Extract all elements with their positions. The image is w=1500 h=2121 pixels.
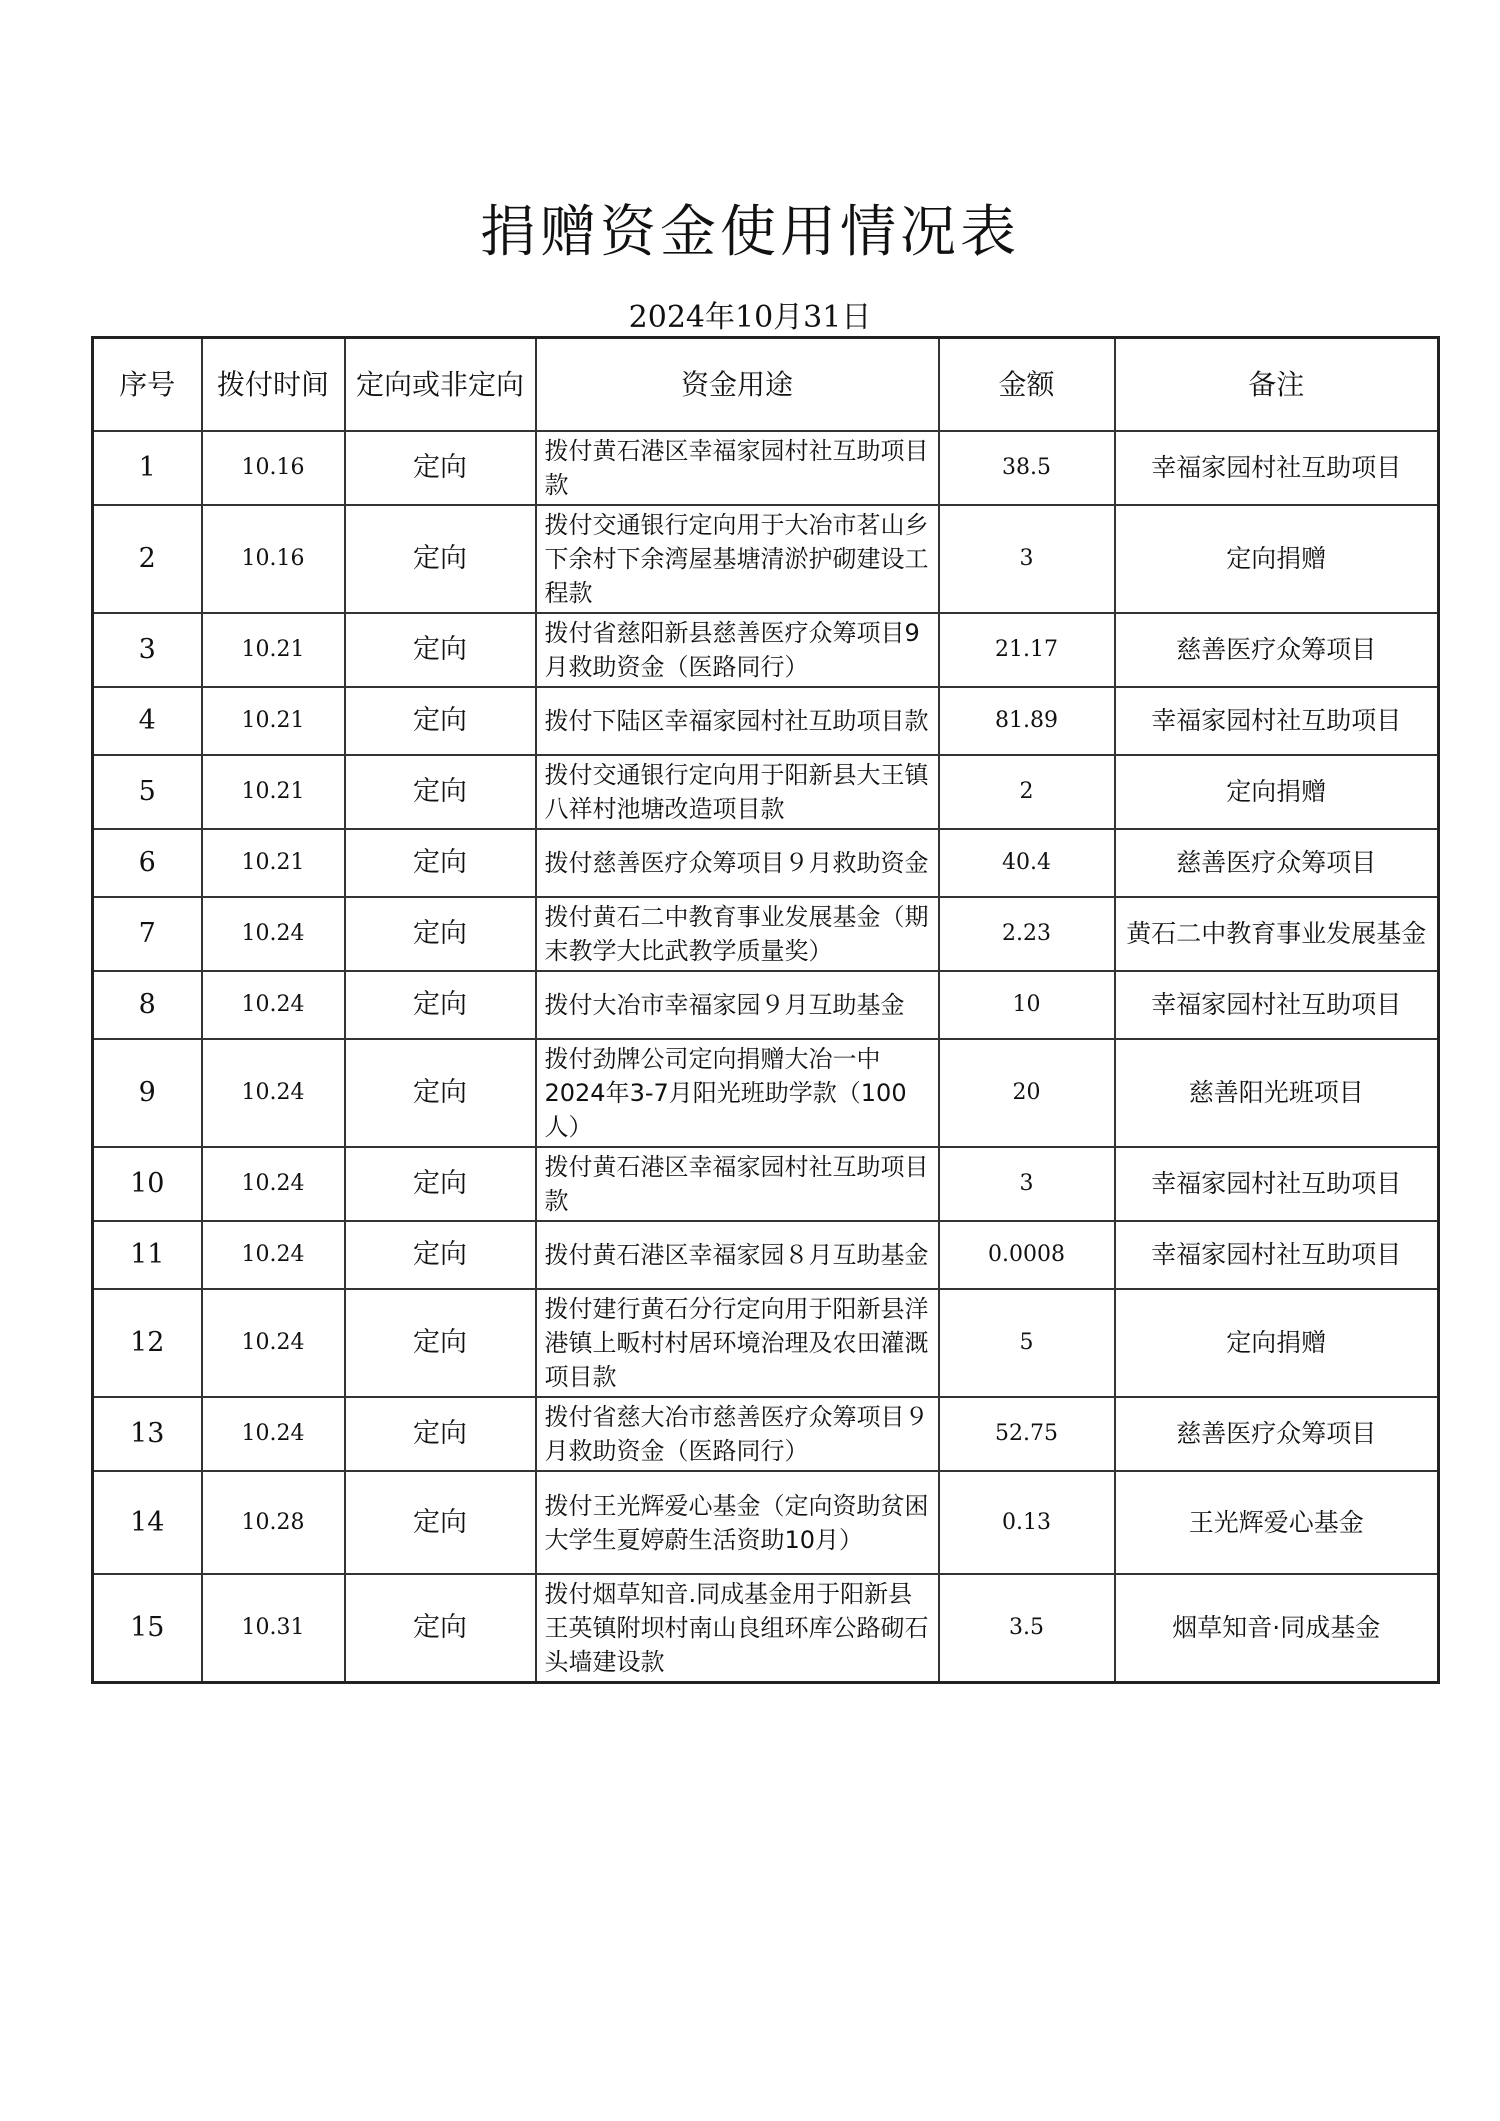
cell-note: 幸福家园村社互助项目 xyxy=(1115,1221,1439,1289)
cell-direction: 定向 xyxy=(345,1147,536,1221)
cell-note: 烟草知音·同成基金 xyxy=(1115,1574,1439,1683)
cell-note: 慈善医疗众筹项目 xyxy=(1115,829,1439,897)
cell-amount: 3.5 xyxy=(939,1574,1115,1683)
table-row xyxy=(93,613,1439,687)
cell-purpose: 拨付烟草知音.同成基金用于阳新县王英镇附坝村南山良组环库公路砌石头墙建设款 xyxy=(536,1574,939,1683)
cell-direction: 定向 xyxy=(345,1471,536,1574)
cell-note: 慈善医疗众筹项目 xyxy=(1115,613,1439,687)
cell-direction: 定向 xyxy=(345,431,536,505)
cell-amount: 10 xyxy=(939,971,1115,1039)
cell-time: 10.16 xyxy=(202,431,345,505)
table-row xyxy=(93,1147,1439,1221)
table-header-row xyxy=(93,338,1439,432)
cell-amount: 20 xyxy=(939,1039,1115,1147)
cell-time: 10.24 xyxy=(202,1221,345,1289)
cell-time: 10.28 xyxy=(202,1471,345,1574)
cell-seq: 7 xyxy=(93,897,202,971)
cell-note: 慈善阳光班项目 xyxy=(1115,1039,1439,1147)
cell-amount: 21.17 xyxy=(939,613,1115,687)
cell-amount: 81.89 xyxy=(939,687,1115,755)
cell-purpose: 拨付黄石港区幸福家园８月互助基金 xyxy=(536,1221,939,1289)
header-amount: 金额 xyxy=(939,338,1115,432)
cell-time: 10.24 xyxy=(202,1289,345,1397)
cell-direction: 定向 xyxy=(345,1221,536,1289)
cell-note: 定向捐赠 xyxy=(1115,1289,1439,1397)
cell-time: 10.24 xyxy=(202,1039,345,1147)
cell-seq: 11 xyxy=(93,1221,202,1289)
report-date: 2024年10月31日 xyxy=(628,300,872,335)
donation-usage-table xyxy=(91,336,1440,1684)
table-row xyxy=(93,431,1439,505)
cell-note: 幸福家园村社互助项目 xyxy=(1115,971,1439,1039)
cell-purpose: 拨付建行黄石分行定向用于阳新县洋港镇上畈村村居环境治理及农田灌溉项目款 xyxy=(536,1289,939,1397)
page-title: 捐赠资金使用情况表 xyxy=(480,200,1020,265)
cell-direction: 定向 xyxy=(345,1039,536,1147)
cell-amount: 5 xyxy=(939,1289,1115,1397)
table-row xyxy=(93,687,1439,755)
cell-seq: 12 xyxy=(93,1289,202,1397)
table-row xyxy=(93,829,1439,897)
cell-direction: 定向 xyxy=(345,1574,536,1683)
table-row xyxy=(93,971,1439,1039)
cell-note: 定向捐赠 xyxy=(1115,505,1439,613)
cell-note: 王光辉爱心基金 xyxy=(1115,1471,1439,1574)
cell-note: 幸福家园村社互助项目 xyxy=(1115,431,1439,505)
table-row xyxy=(93,505,1439,613)
cell-direction: 定向 xyxy=(345,829,536,897)
cell-seq: 13 xyxy=(93,1397,202,1471)
table-row xyxy=(93,897,1439,971)
cell-amount: 38.5 xyxy=(939,431,1115,505)
cell-time: 10.16 xyxy=(202,505,345,613)
cell-note: 定向捐赠 xyxy=(1115,755,1439,829)
cell-purpose: 拨付交通银行定向用于大冶市茗山乡下余村下余湾屋基塘清淤护砌建设工程款 xyxy=(536,505,939,613)
table-row xyxy=(93,1039,1439,1147)
table-row xyxy=(93,1289,1439,1397)
cell-amount: 52.75 xyxy=(939,1397,1115,1471)
cell-purpose: 拨付黄石港区幸福家园村社互助项目款 xyxy=(536,431,939,505)
cell-seq: 3 xyxy=(93,613,202,687)
cell-amount: 3 xyxy=(939,1147,1115,1221)
cell-seq: 14 xyxy=(93,1471,202,1574)
header-note: 备注 xyxy=(1115,338,1439,432)
table-row xyxy=(93,1397,1439,1471)
header-seq: 序号 xyxy=(93,338,202,432)
cell-purpose: 拨付交通银行定向用于阳新县大王镇八祥村池塘改造项目款 xyxy=(536,755,939,829)
table-row xyxy=(93,1221,1439,1289)
cell-direction: 定向 xyxy=(345,613,536,687)
cell-seq: 9 xyxy=(93,1039,202,1147)
cell-note: 慈善医疗众筹项目 xyxy=(1115,1397,1439,1471)
cell-time: 10.31 xyxy=(202,1574,345,1683)
cell-time: 10.21 xyxy=(202,829,345,897)
cell-seq: 1 xyxy=(93,431,202,505)
header-time: 拨付时间 xyxy=(202,338,345,432)
cell-amount: 40.4 xyxy=(939,829,1115,897)
cell-seq: 15 xyxy=(93,1574,202,1683)
cell-amount: 2 xyxy=(939,755,1115,829)
cell-seq: 5 xyxy=(93,755,202,829)
cell-amount: 3 xyxy=(939,505,1115,613)
cell-purpose: 拨付劲牌公司定向捐赠大冶一中2024年3-7月阳光班助学款（100人） xyxy=(536,1039,939,1147)
cell-purpose: 拨付王光辉爱心基金（定向资助贫困大学生夏婷蔚生活资助10月） xyxy=(536,1471,939,1574)
cell-direction: 定向 xyxy=(345,687,536,755)
table-row xyxy=(93,1574,1439,1683)
cell-seq: 6 xyxy=(93,829,202,897)
table-row xyxy=(93,1471,1439,1574)
cell-direction: 定向 xyxy=(345,1289,536,1397)
cell-time: 10.24 xyxy=(202,897,345,971)
cell-direction: 定向 xyxy=(345,755,536,829)
table-row xyxy=(93,755,1439,829)
cell-direction: 定向 xyxy=(345,1397,536,1471)
cell-purpose: 拨付黄石港区幸福家园村社互助项目款 xyxy=(536,1147,939,1221)
cell-purpose: 拨付黄石二中教育事业发展基金（期末教学大比武教学质量奖） xyxy=(536,897,939,971)
cell-time: 10.21 xyxy=(202,613,345,687)
cell-amount: 0.0008 xyxy=(939,1221,1115,1289)
cell-purpose: 拨付慈善医疗众筹项目９月救助资金 xyxy=(536,829,939,897)
header-purpose: 资金用途 xyxy=(536,338,939,432)
cell-purpose: 拨付大冶市幸福家园９月互助基金 xyxy=(536,971,939,1039)
cell-note: 黄石二中教育事业发展基金 xyxy=(1115,897,1439,971)
cell-amount: 2.23 xyxy=(939,897,1115,971)
cell-purpose: 拨付省慈大冶市慈善医疗众筹项目９月救助资金（医路同行） xyxy=(536,1397,939,1471)
cell-seq: 4 xyxy=(93,687,202,755)
cell-time: 10.21 xyxy=(202,755,345,829)
cell-note: 幸福家园村社互助项目 xyxy=(1115,1147,1439,1221)
cell-seq: 2 xyxy=(93,505,202,613)
cell-time: 10.24 xyxy=(202,1147,345,1221)
cell-amount: 0.13 xyxy=(939,1471,1115,1574)
cell-note: 幸福家园村社互助项目 xyxy=(1115,687,1439,755)
cell-purpose: 拨付省慈阳新县慈善医疗众筹项目9月救助资金（医路同行） xyxy=(536,613,939,687)
header-direction: 定向或非定向 xyxy=(345,338,536,432)
cell-direction: 定向 xyxy=(345,505,536,613)
cell-direction: 定向 xyxy=(345,971,536,1039)
cell-seq: 8 xyxy=(93,971,202,1039)
cell-purpose: 拨付下陆区幸福家园村社互助项目款 xyxy=(536,687,939,755)
cell-direction: 定向 xyxy=(345,897,536,971)
cell-seq: 10 xyxy=(93,1147,202,1221)
cell-time: 10.21 xyxy=(202,687,345,755)
cell-time: 10.24 xyxy=(202,971,345,1039)
cell-time: 10.24 xyxy=(202,1397,345,1471)
